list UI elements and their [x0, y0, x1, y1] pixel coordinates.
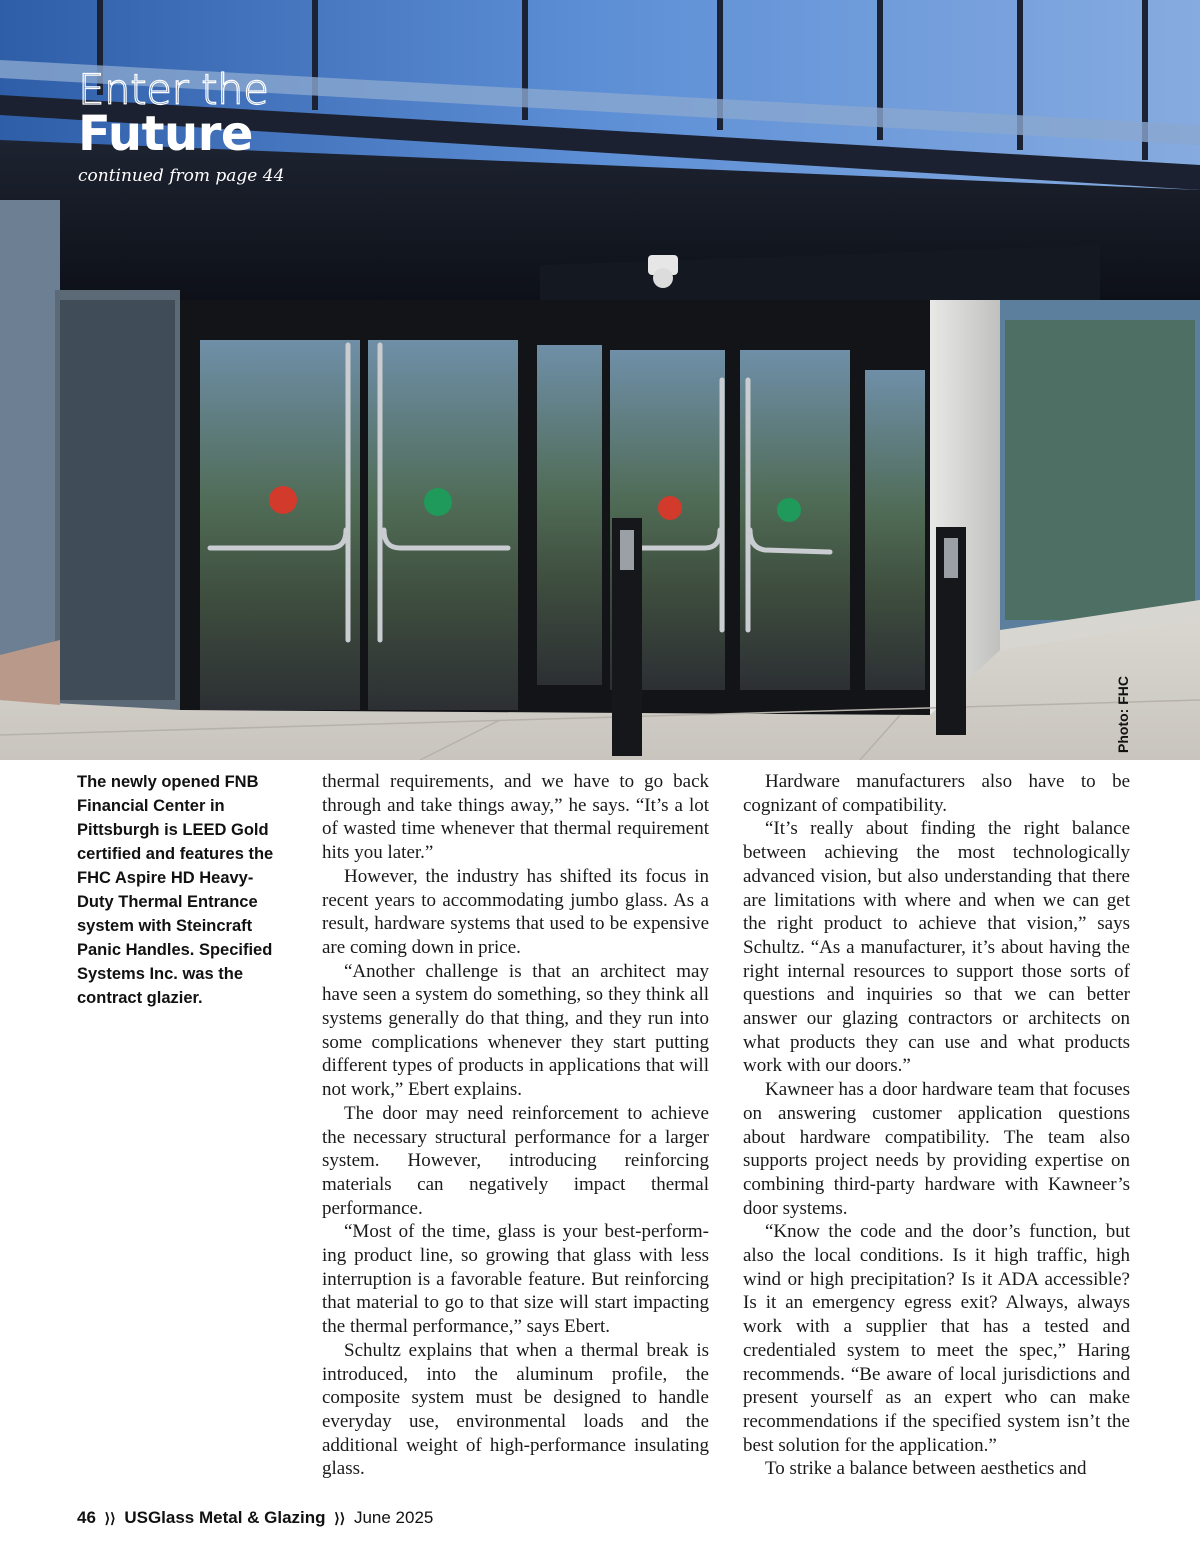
- paragraph: thermal requirements, and we have to go back through and take things away,” he says. “It’s a lot of wasted time whenever that thermal requirement hits you later.”: [322, 771, 709, 864]
- continued-from-note: continued from page 44: [78, 166, 285, 186]
- section-kicker-light: Enter the: [78, 65, 269, 114]
- magazine-name: USGlass Metal & Glazing: [124, 1508, 326, 1527]
- paragraph: Schultz explains that when a thermal break is introduced, into the aluminum profile, the composite system must be designed to handle everyday use, environmental loads and the additional weight of high-performance insulating glass.: [322, 1339, 709, 1480]
- paragraph: However, the industry has shifted its focus in recent years to accommodating jumbo glass. As a result, hardware systems that used to be expensive are coming down in price.: [322, 865, 709, 958]
- section-kicker-bold: Future: [78, 106, 253, 162]
- paragraph: “It’s really about finding the right balance between achieving the most technologically advanced vision, but also understanding that there are limitations with where and when we can get the right product to achieve that vision,” says Schultz. “As a manufacturer, it’s about having the right internal resources to support those sorts of questions and inquiries so that we can better answer our glazing contractors or architects on what products they can use and what products work with our doors.”: [743, 818, 1130, 1077]
- page-footer: [77, 1506, 433, 1530]
- paragraph: To strike a balance between aesthetics and: [765, 1458, 1087, 1480]
- paragraph: The door may need reinforcement to achieve the necessary structural performance for a larger system. However, introducing reinforcing materials can negatively impact thermal performance.: [322, 1102, 709, 1219]
- paragraph: “Another challenge is that an architect may have seen a system do something, so they think all systems generally do that thing, and they run into some complications whenever they start putting different types of products in applications that will not work,” Ebert explains.: [322, 960, 709, 1101]
- page-number: 46: [77, 1508, 96, 1527]
- hero-photo: [0, 0, 1200, 760]
- footer-separator: ⟩⟩: [334, 1510, 346, 1526]
- paragraph: Kawneer has a door hardware team that focuses on answering customer application questions about hardware compatibility. The team also supports project needs by providing expertise on combining third-party hardware with Kawneer’s door systems.: [743, 1079, 1130, 1219]
- photo-caption: The newly opened FNB Financial Center in Pittsburgh is LEED Gold certified and features the FHC Aspire HD Heavy-Duty Thermal Entrance system with Steincraft Panic Handles. Specified Systems Inc. was the contract glazier.: [77, 773, 274, 1007]
- photo-credit-text: Photo: FHC: [1115, 676, 1131, 753]
- paragraph: “Know the code and the door’s function, but also the local conditions. Is it high traffic, high wind or high precipitation? Is it ADA accessible? Is it an emergency egress exit? Always, always work with a supplier that has a tested and credentialed system to meet the spec,” Haring recommends. “Be aware of local jurisdictions and present yourself as an expert who can make recommendations if the specified system isn’t the best solution for the application.”: [743, 1221, 1130, 1456]
- article-column-1: [322, 770, 709, 1481]
- paragraph: Hardware manufacturers also have to be cognizant of compatibility.: [743, 771, 1130, 816]
- issue-date: June 2025: [353, 1508, 434, 1527]
- paragraph: “Most of the time, glass is your best-performing product line, so growing that glass with less interruption is a favorable feature. But reinforcing that material to go to that size will start impacting the thermal performance,” says Ebert.: [322, 1221, 709, 1338]
- article-column-2: [743, 770, 1130, 1481]
- footer-separator: ⟩⟩: [104, 1510, 116, 1526]
